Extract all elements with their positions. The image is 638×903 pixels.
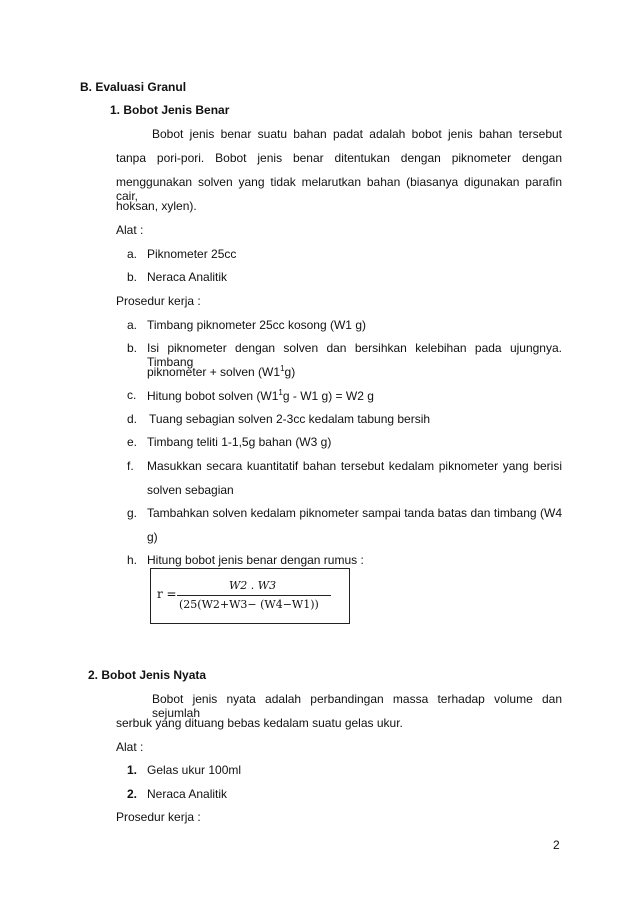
prosedur-label: Prosedur kerja : <box>116 810 201 824</box>
list-item: Timbang piknometer 25cc kosong (W1 g) <box>147 318 366 332</box>
paragraph-line: menggunakan solven yang tidak melarutkan bahan (biasanya digunakan parafin cair, <box>116 175 562 203</box>
list-item: Timbang teliti 1-1,5g bahan (W3 g) <box>147 435 332 449</box>
list-item: Gelas ukur 100ml <box>147 763 242 777</box>
paragraph-line: Bobot jenis nyata adalah perbandingan massa terhadap volume dan sejumlah <box>152 692 562 720</box>
formula-box <box>150 568 350 624</box>
list-marker: c. <box>127 388 137 402</box>
list-marker: f. <box>127 459 134 473</box>
list-marker: b. <box>127 341 138 355</box>
paragraph-line: Bobot jenis benar suatu bahan padat adalah bobot jenis bahan tersebut <box>152 127 562 141</box>
paragraph-line: tanpa pori-pori. Bobot jenis benar ditentukan dengan piknometer dengan <box>116 151 562 165</box>
list-marker: 1. <box>127 763 138 777</box>
list-item: Isi piknometer dengan solven dan bersihkan kelebihan pada ujungnya. Timbang <box>147 341 562 369</box>
formula-lhs: r = <box>157 587 177 601</box>
list-marker: b. <box>127 270 138 284</box>
list-marker: a. <box>127 247 138 261</box>
list-item: Masukkan secara kuantitatif bahan tersebut kedalam piknometer yang berisi <box>147 459 562 473</box>
list-marker: g. <box>127 506 138 520</box>
list-item: Neraca Analitik <box>147 270 228 284</box>
list-item: Hitung bobot jenis benar dengan rumus : <box>147 553 364 567</box>
list-item: Piknometer 25cc <box>147 247 237 261</box>
list-marker: h. <box>127 553 138 567</box>
paragraph-line: serbuk yang dituang bebas kedalam suatu gelas ukur. <box>116 716 403 730</box>
fraction-line <box>177 595 331 596</box>
list-item: Tuang sebagian solven 2-3cc kedalam tabung bersih <box>149 412 431 426</box>
subsection-heading-2: 2. Bobot Jenis Nyata <box>88 668 207 682</box>
list-marker: a. <box>127 318 138 332</box>
list-item: Neraca Analitik <box>147 787 228 801</box>
alat-label: Alat : <box>116 740 144 754</box>
subsection-heading-1: 1. Bobot Jenis Benar <box>110 103 230 117</box>
prosedur-label: Prosedur kerja : <box>116 294 201 308</box>
alat-label: Alat : <box>116 223 144 237</box>
list-marker: e. <box>127 435 138 449</box>
list-item-continuation: piknometer + solven $(W1^1g)$ <box>147 364 296 379</box>
formula-denominator: (25(W2+W3− (W4−W1)) <box>179 598 319 611</box>
list-marker: d. <box>127 412 138 426</box>
paragraph-line: hoksan, xylen). <box>116 199 197 213</box>
formula-numerator: W2 . W3 <box>229 579 277 592</box>
list-item: Tambahkan solven kedalam piknometer sampai tanda batas dan timbang (W4 <box>147 506 562 520</box>
section-heading: B. Evaluasi Granul <box>80 80 187 94</box>
list-marker: 2. <box>127 787 138 801</box>
list-item: Hitung bobot solven ($W1^1g - W1$ g) = W2 g <box>147 388 374 403</box>
list-item-continuation: solven sebagian <box>147 483 234 497</box>
page-number: 2 <box>553 838 560 852</box>
list-item-continuation: g) <box>147 530 158 544</box>
